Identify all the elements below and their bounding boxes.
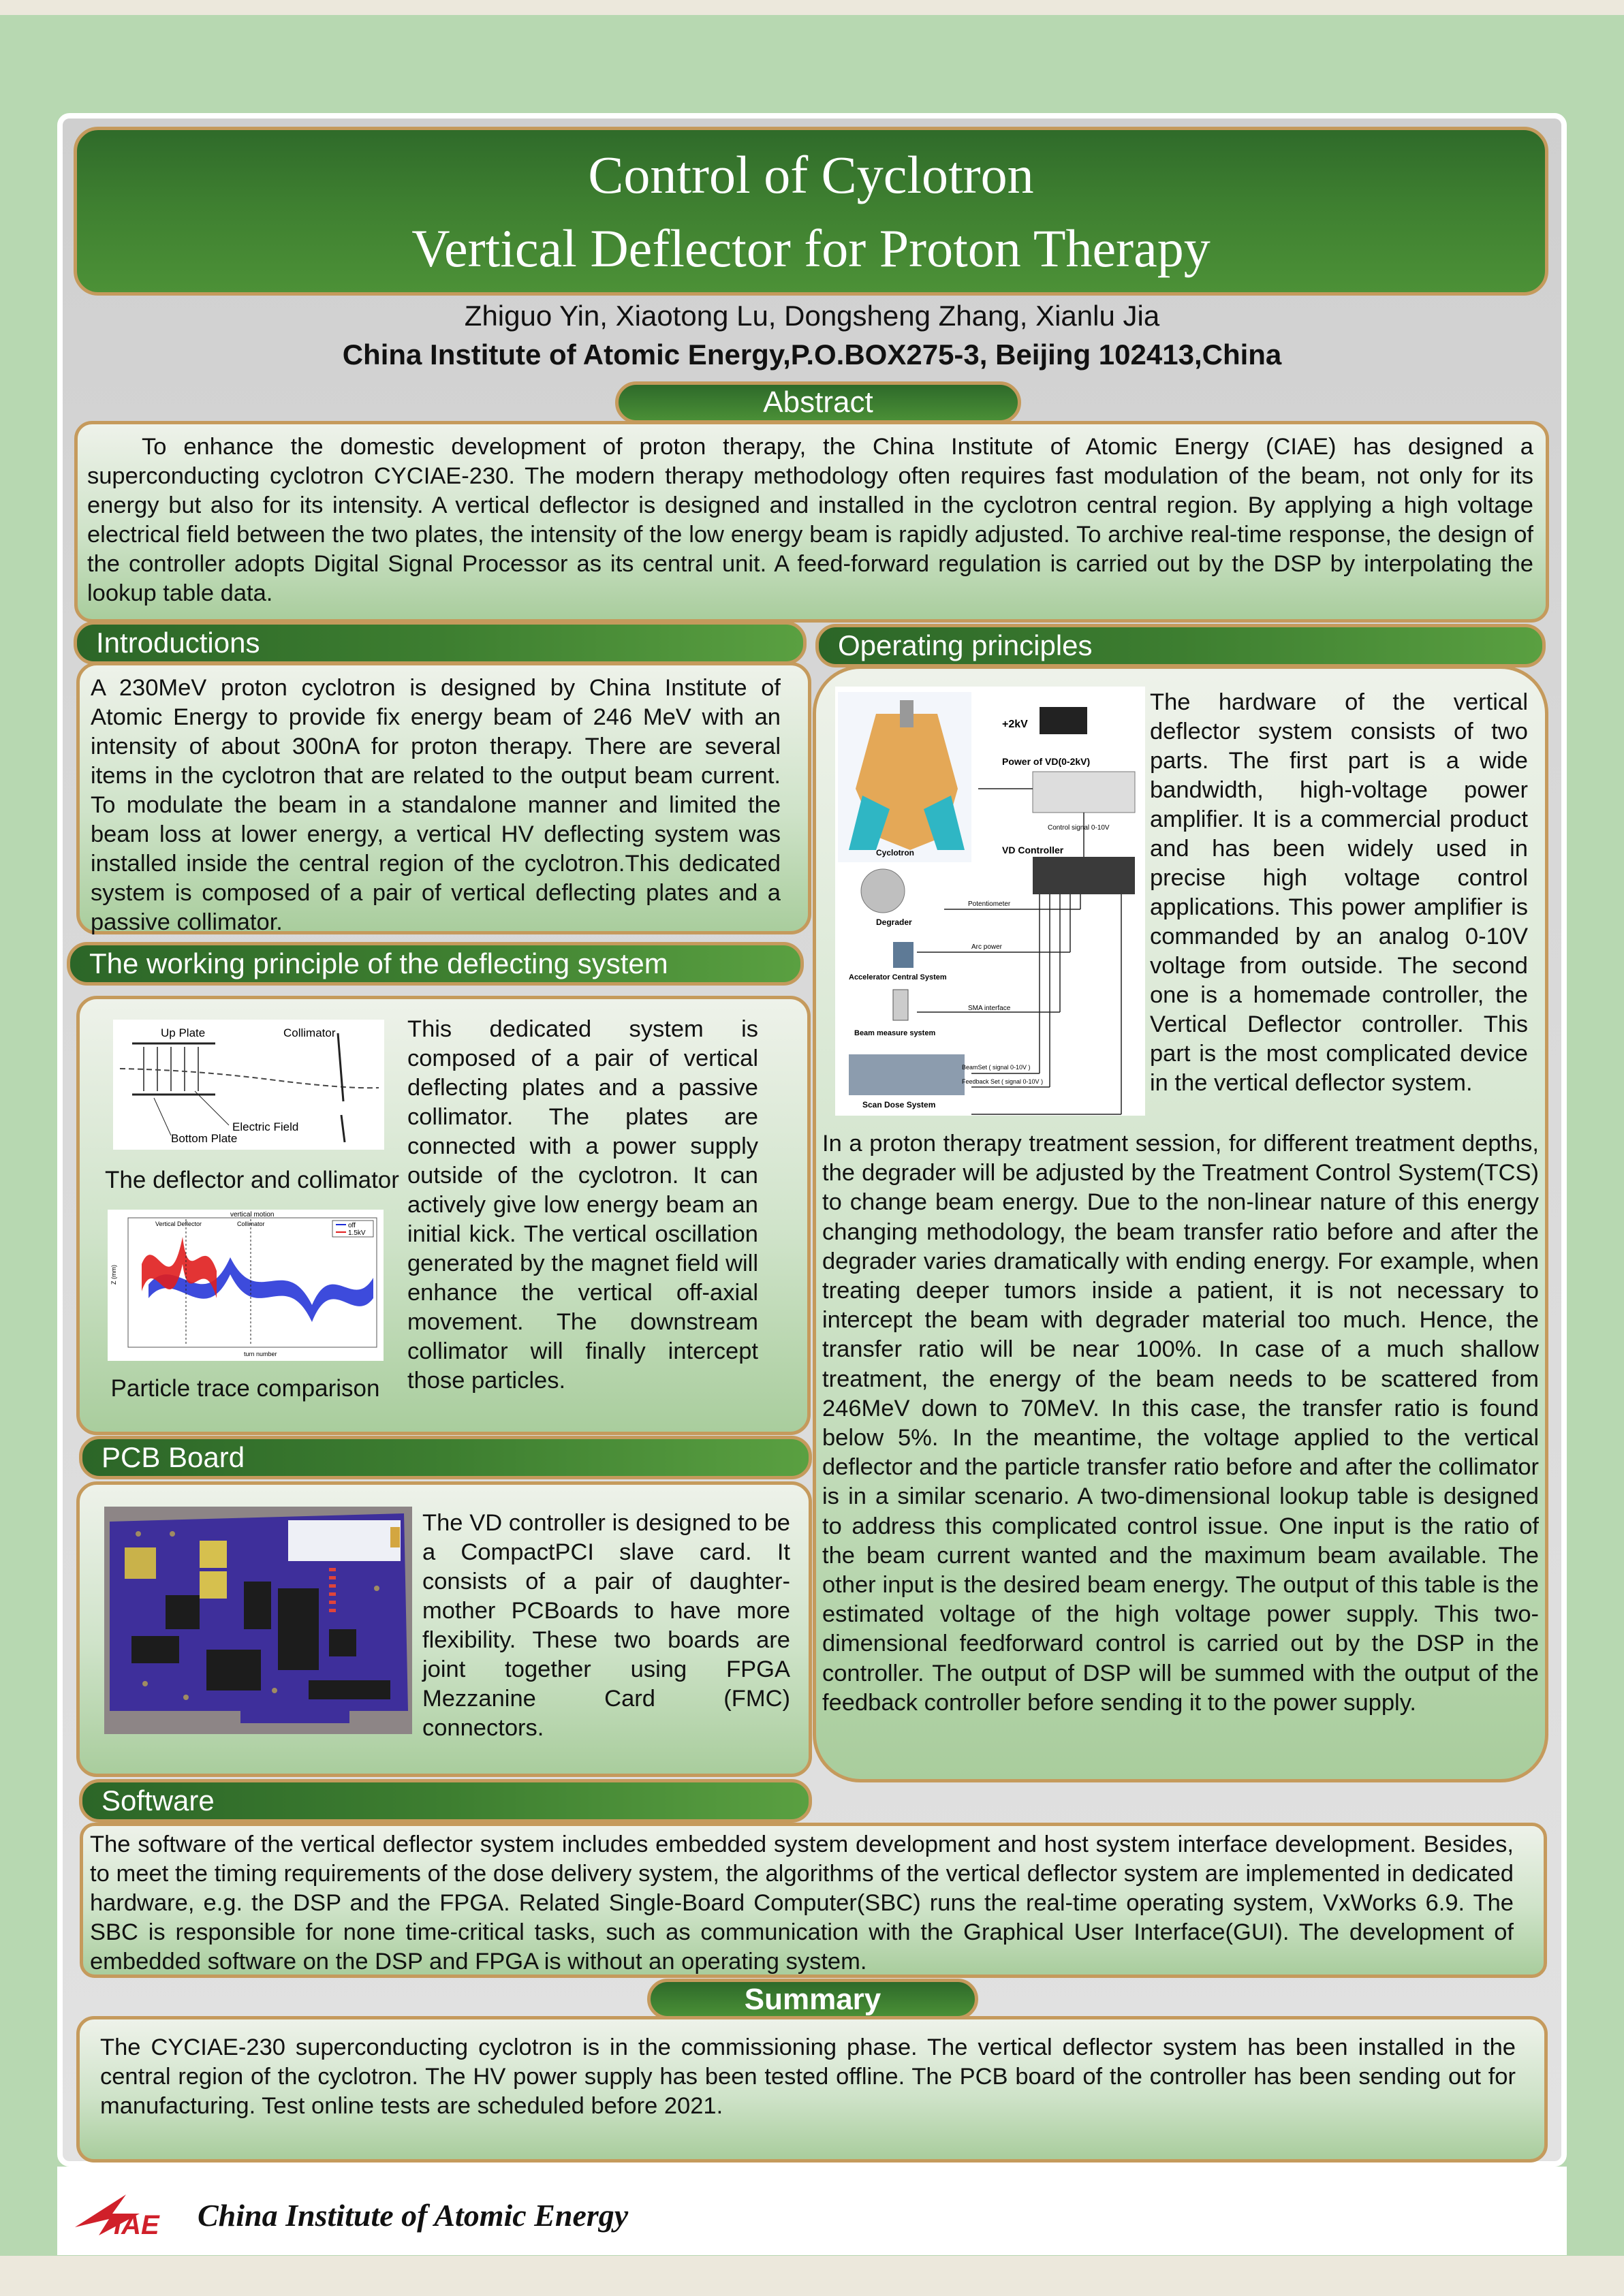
pcb-photo [104, 1507, 412, 1734]
degrader-label: Degrader [876, 917, 912, 927]
arc-power-label: Arc power [971, 943, 1003, 951]
legend-off: off [348, 1222, 356, 1229]
cyclotron-label: Cyclotron [876, 848, 915, 858]
sds-label: Scan Dose System [862, 1100, 936, 1110]
ciae-logo [72, 2186, 170, 2241]
authors: Zhiguo Yin, Xiaotong Lu, Dongsheng Zhang, Xianlu Jia [464, 300, 1160, 332]
legend-15kv: 1.5kV [348, 1229, 366, 1237]
bms-label: Beam measure system [854, 1029, 936, 1037]
summary-box [76, 2016, 1548, 2163]
deflector-caption: The deflector and collimator [105, 1167, 399, 1193]
software-text: The software of the vertical deflector system includes embedded system development and host system interface development. Besides, to meet the timing requirements of the dose delivery system, the algorithms of the vertical deflector system are implemented in dedicated hardware, e.g. the DSP and the FPGA. Related Single-Board Computer(SBC) runs the real-time operating system, VxWorks 6.9. The SBC is responsible for none time-critical tasks, such as communication with the Graphical User Interface(GUI). The development of embedded software on the DSP and FPGA is without an operating system. [90, 1831, 1514, 1975]
summary-heading-text: Summary [744, 1983, 881, 2016]
hv-label: +2kV [1002, 719, 1028, 730]
trace-caption: Particle trace comparison [110, 1375, 380, 1402]
working-principle-heading-text: The working principle of the deflecting system [89, 947, 668, 979]
introductions-text: A 230MeV proton cyclotron is designed by China Institute of Atomic Energy to provide fix energy beam of 246 MeV with an intensity of about 300nA for proton therapy. There are several items in the cyclotron that are related to the output beam current. To modulate the beam in a standalone manner and limited the beam loss at lower energy, a vertical HV deflecting system was installed inside the central region of the cyclotron.This dedicated system is composed of a pair of vertical deflecting plates and a passive collimator. [91, 675, 781, 935]
trace-ylabel: Z (mm) [110, 1265, 117, 1285]
up-plate-label: Up Plate [161, 1026, 206, 1039]
introductions-box [76, 662, 811, 934]
footer-institute: China Institute of Atomic Energy [198, 2198, 629, 2233]
abstract-box [74, 421, 1549, 623]
software-heading-text: Software [102, 1784, 215, 1817]
poster-title [74, 127, 1548, 296]
introductions-heading [74, 621, 807, 665]
potentiometer-label: Potentiometer [968, 900, 1011, 908]
deflector-diagram [113, 1020, 384, 1150]
operating-text-1: The hardware of the vertical deflector system consists of two parts. The first part is a wide bandwidth, high-voltage power amplifier. It is a commercial product and has been widely used in precise high voltage control applications. This power amplifier is commanded by an analog 0-10V voltage from outside. The second one is a homemade controller, the Vertical Deflector controller. This part is the most complicated device in the vertical deflector system. [1150, 689, 1528, 1096]
vd-controller-label: VD Controller [1002, 845, 1064, 855]
power-label: Power of VD(0-2kV) [1002, 756, 1091, 767]
system-diagram-svg [835, 687, 1145, 1116]
particle-trace-plot [108, 1210, 384, 1361]
pcb-heading-text: PCB Board [102, 1441, 245, 1473]
operating-text-2: In a proton therapy treatment session, for different treatment depths, the degrader will be adjusted by the Treatment Control System(TCS) to change beam energy. Due to the non-linear nature of this energy changing methodology, the beam transfer ratio before and after the degrader varies dramatically with ending energy. For example, when treating deeper tumors inside a patient, it is not necessary to intercept the beam with degrader material too much. Hence, the transfer ratio will be near 100%. In case of a much shallow treatment, the energy of the beam needs to be scattered from 246MeV down to 70MeV. In this case, the transfer ratio is found below 5%. In the meantime, the voltage applied to the vertical deflector and the particle transfer ratio before and after the collimator is in a similar scenario. A two-dimensional lookup table is designed to address this complicated control issue. One input is the ratio of the beam current wanted and the maximum beam available. The other input is the desired beam energy. The output of this table is the estimated voltage of the high voltage power supply. This two-dimensional feedforward control is carried out by the DSP in the controller. The output of DSP will be summed with the output of the feedback controller before sending it to the power supply. [822, 1131, 1539, 1716]
acs-label: Accelerator Central System [849, 973, 947, 981]
working-principle-text: This dedicated system is composed of a pair of vertical deflecting plates and a passive collimator. The plates are connected with a power supply outside of the cyclotron. It can actively give low energy beam an initial kick. The vertical oscillation generated by the magnet field will enhance the vertical off-axial movement. The downstream collimator will finally intercept those particles. [407, 1016, 758, 1394]
pcb-heading [79, 1436, 812, 1479]
sma-label: SMA interface [968, 1005, 1011, 1012]
abstract-heading [615, 381, 1021, 424]
title-line-2: Vertical Deflector for Proton Therapy [411, 219, 1211, 278]
working-principle-heading [67, 942, 804, 986]
software-heading [79, 1779, 812, 1823]
summary-heading [647, 1979, 978, 2019]
title-line-1: Control of Cyclotron [588, 145, 1034, 204]
affiliation: China Institute of Atomic Energy,P.O.BOX275-3, Beijing 102413,China [342, 339, 1282, 371]
introductions-heading-text: Introductions [96, 627, 260, 659]
pcb-text: The VD controller is designed to be a CompactPCI slave card. It consists of a pair of daughter-mother PCBoards to have more flexibility. These two boards are joint together using FPGA Mezzanine Card (FMC) connectors. [422, 1510, 790, 1741]
abstract-text: To enhance the domestic development of proton therapy, the China Institute of Atomic Energy (CIAE) has designed a superconducting cyclotron CYCIAE-230. The modern therapy methodology often requires fast modulation of the beam, not only for its energy but also for its intensity. A vertical deflector is designed and installed in the cyclotron central region. By applying a high voltage electrical field between the two plates, the intensity of the low energy beam is rapidly adjusted. To archive real-time response, the design of the controller adopts Digital Signal Processor as its central unit. A feed-forward regulation is carried out by the DSP by interpolating the lookup table data. [87, 434, 1533, 606]
trace-xlabel: turn number [244, 1351, 277, 1357]
electric-field-label: Electric Field [232, 1120, 299, 1133]
beam-set-label: BeamSet ( signal 0-10V ) [962, 1064, 1031, 1071]
particle-trace-figure [108, 1210, 384, 1361]
pcb-board-image [104, 1507, 412, 1734]
control-signal-label: Control signal 0-10V [1048, 824, 1110, 832]
collimator-label: Collimator [283, 1026, 336, 1039]
deflector-collimator-figure [113, 1020, 384, 1150]
region-collimator-label: Collimator [237, 1221, 265, 1227]
ciae-logo-icon [72, 2186, 170, 2241]
feedback-set-label: Feedback Set ( signal 0-10V ) [962, 1078, 1044, 1085]
operating-heading-text: Operating principles [838, 629, 1093, 661]
region-vd-label: Vertical Deflector [155, 1221, 202, 1227]
logo-text: IAE [114, 2210, 159, 2240]
software-box [80, 1823, 1547, 1978]
summary-text: The CYCIAE-230 superconducting cyclotron is in the commissioning phase. The vertical deflector system has been installed in the central region of the cyclotron. The HV power supply has been tested offline. The PCB board of the controller has been sending out for manufacturing. Test online tests are scheduled before 2021. [100, 2034, 1516, 2119]
bottom-plate-label: Bottom Plate [171, 1132, 238, 1145]
system-diagram [835, 687, 1145, 1116]
trace-title: vertical motion [230, 1211, 275, 1218]
operating-heading [815, 624, 1546, 667]
abstract-heading-text: Abstract [763, 386, 873, 419]
